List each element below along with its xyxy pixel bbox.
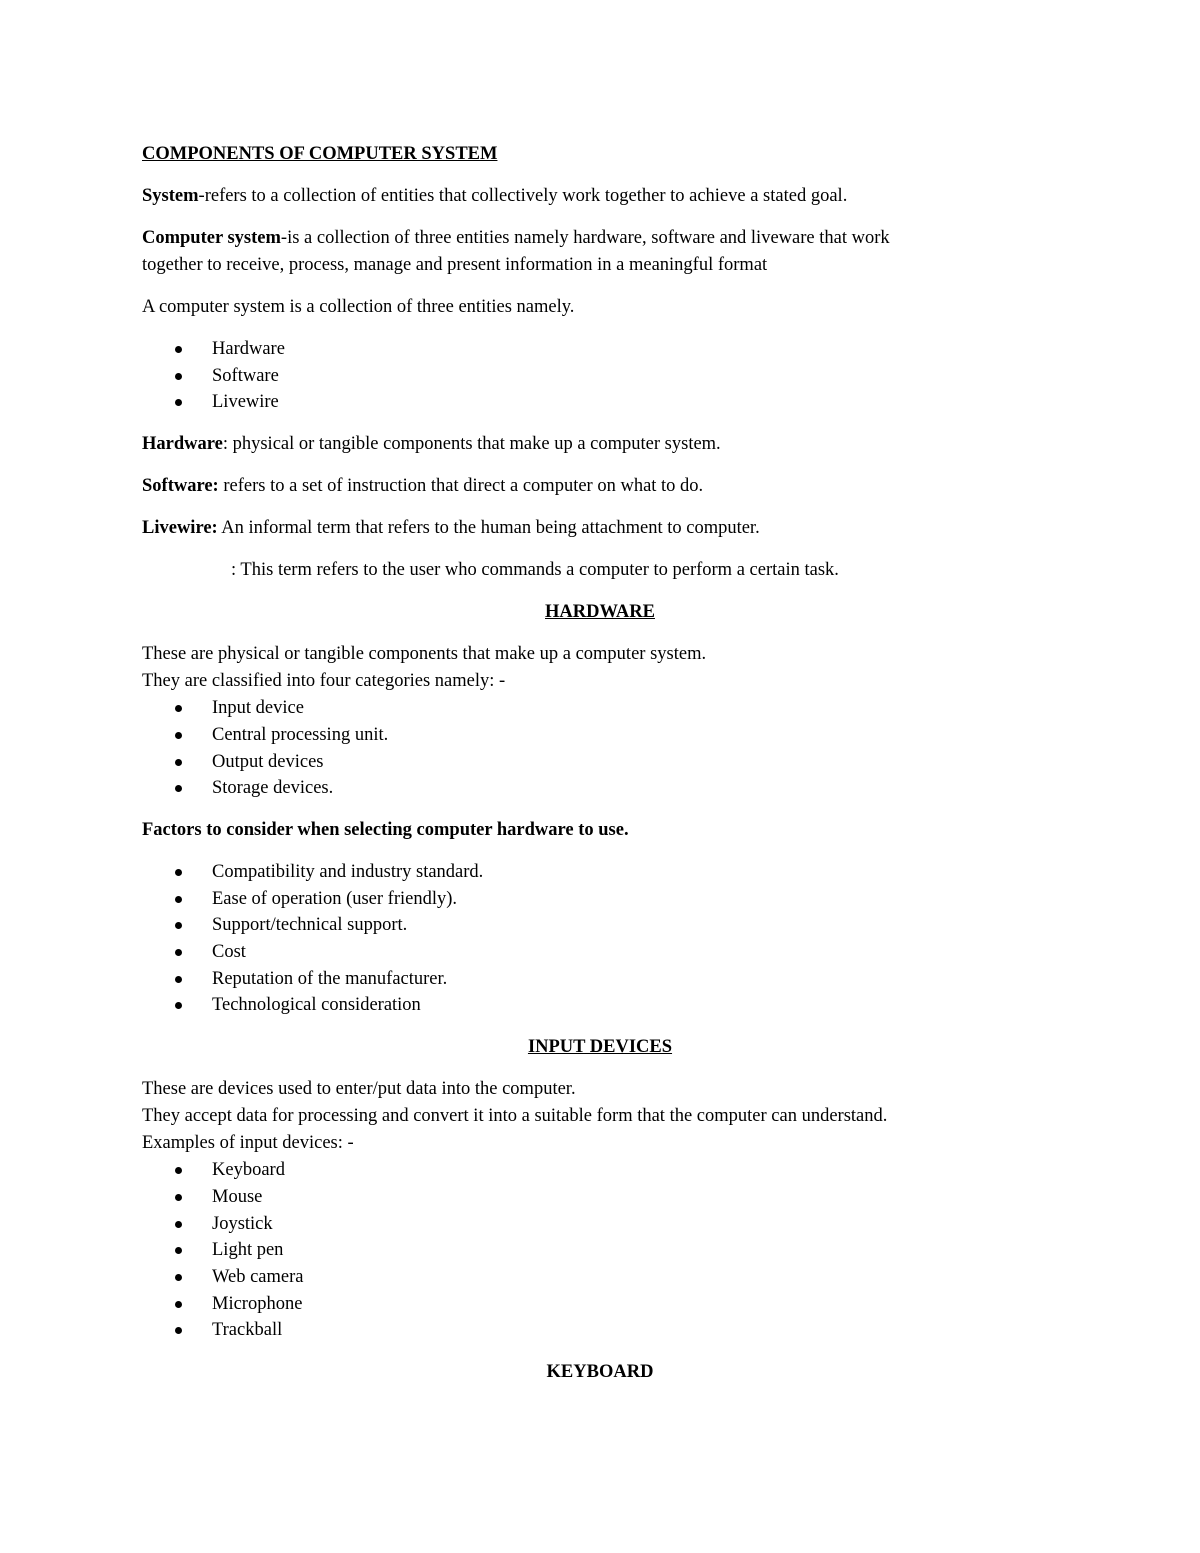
bullet-icon [175,759,182,766]
input-devices-intro-1: These are devices used to enter/put data into the computer. [142,1079,576,1100]
entities-list [142,336,1058,416]
bullet-icon [175,976,182,983]
bullet-icon [175,1221,182,1228]
bullet-icon [175,1327,182,1334]
bullet-icon [175,896,182,903]
list-item: Input device [142,695,1058,722]
system-term: System [142,186,199,206]
keyboard-heading: KEYBOARD [546,1362,654,1383]
bullet-icon [175,1194,182,1201]
list-item: Cost [142,939,1058,966]
bullet-icon [175,1247,182,1254]
bullet-icon [175,1301,182,1308]
software-text: refers to a set of instruction that direct a computer on what to do. [218,476,704,497]
hardware-intro-2: They are classified into four categories namely: - [142,671,506,692]
list-item: Keyboard [142,1157,1058,1184]
bullet-icon [175,1274,182,1281]
bullet-icon [175,949,182,956]
list-item: Storage devices. [142,775,1058,802]
list-item: Trackball [142,1317,1058,1344]
list-item: Reputation of the manufacturer. [142,966,1058,993]
document-page [142,141,1058,1401]
list-item: Light pen [142,1237,1058,1264]
list-item: Ease of operation (user friendly). [142,886,1058,913]
software-definition [142,473,1058,500]
list-item: Mouse [142,1184,1058,1211]
bullet-icon [175,705,182,712]
list-item: Support/technical support. [142,912,1058,939]
computer-system-text-1: -is a collection of three entities namely hardware, software and liveware that work [280,228,890,248]
computer-system-definition [142,225,1058,279]
computer-system-text-2: together to receive, process, manage and present information in a meaningful format [142,255,768,275]
input-devices-intro-3: Examples of input devices: - [142,1133,354,1154]
list-item: Central processing unit. [142,722,1058,749]
computer-system-term: Computer system [142,228,281,248]
system-text: -refers to a collection of entities that collectively work together to achieve a stated goal. [198,186,848,206]
livewire-term: Livewire: [142,518,218,539]
bullet-icon [175,922,182,929]
list-item: Microphone [142,1291,1058,1318]
bullet-icon [175,1002,182,1009]
livewire-note: : This term refers to the user who commands a computer to perform a certain task. [231,560,839,581]
document-title: COMPONENTS OF COMPUTER SYSTEM [142,144,498,164]
hardware-term: Hardware [142,434,223,455]
hardware-text: : physical or tangible components that make up a computer system. [222,434,721,455]
list-item: Output devices [142,749,1058,776]
list-item: Livewire [142,389,1058,416]
list-item: Software [142,363,1058,390]
entities-intro: A computer system is a collection of three entities namely. [142,297,575,317]
list-item: Hardware [142,336,1058,363]
livewire-text: An informal term that refers to the human being attachment to computer. [217,518,760,539]
list-item: Web camera [142,1264,1058,1291]
input-devices-list [142,1157,1058,1344]
bullet-icon [175,1167,182,1174]
hardware-heading: HARDWARE [545,602,655,623]
system-definition [142,183,1058,210]
hardware-categories-list [142,695,1058,802]
factors-heading: Factors to consider when selecting computer hardware to use. [142,819,629,840]
bullet-icon [175,399,182,406]
hardware-definition [142,431,1058,458]
list-item: Compatibility and industry standard. [142,859,1058,886]
bullet-icon [175,732,182,739]
bullet-icon [175,346,182,353]
list-item: Technological consideration [142,992,1058,1019]
bullet-icon [175,373,182,380]
input-devices-intro-2: They accept data for processing and convert it into a suitable form that the computer can understand. [142,1106,888,1127]
input-devices-heading: INPUT DEVICES [527,1037,673,1058]
hardware-intro-1: These are physical or tangible components that make up a computer system. [142,644,707,665]
bullet-icon [175,785,182,792]
bullet-icon [175,869,182,876]
livewire-definition [142,515,1058,542]
list-item: Joystick [142,1211,1058,1238]
software-term: Software: [142,476,219,497]
factors-list [142,859,1058,1019]
